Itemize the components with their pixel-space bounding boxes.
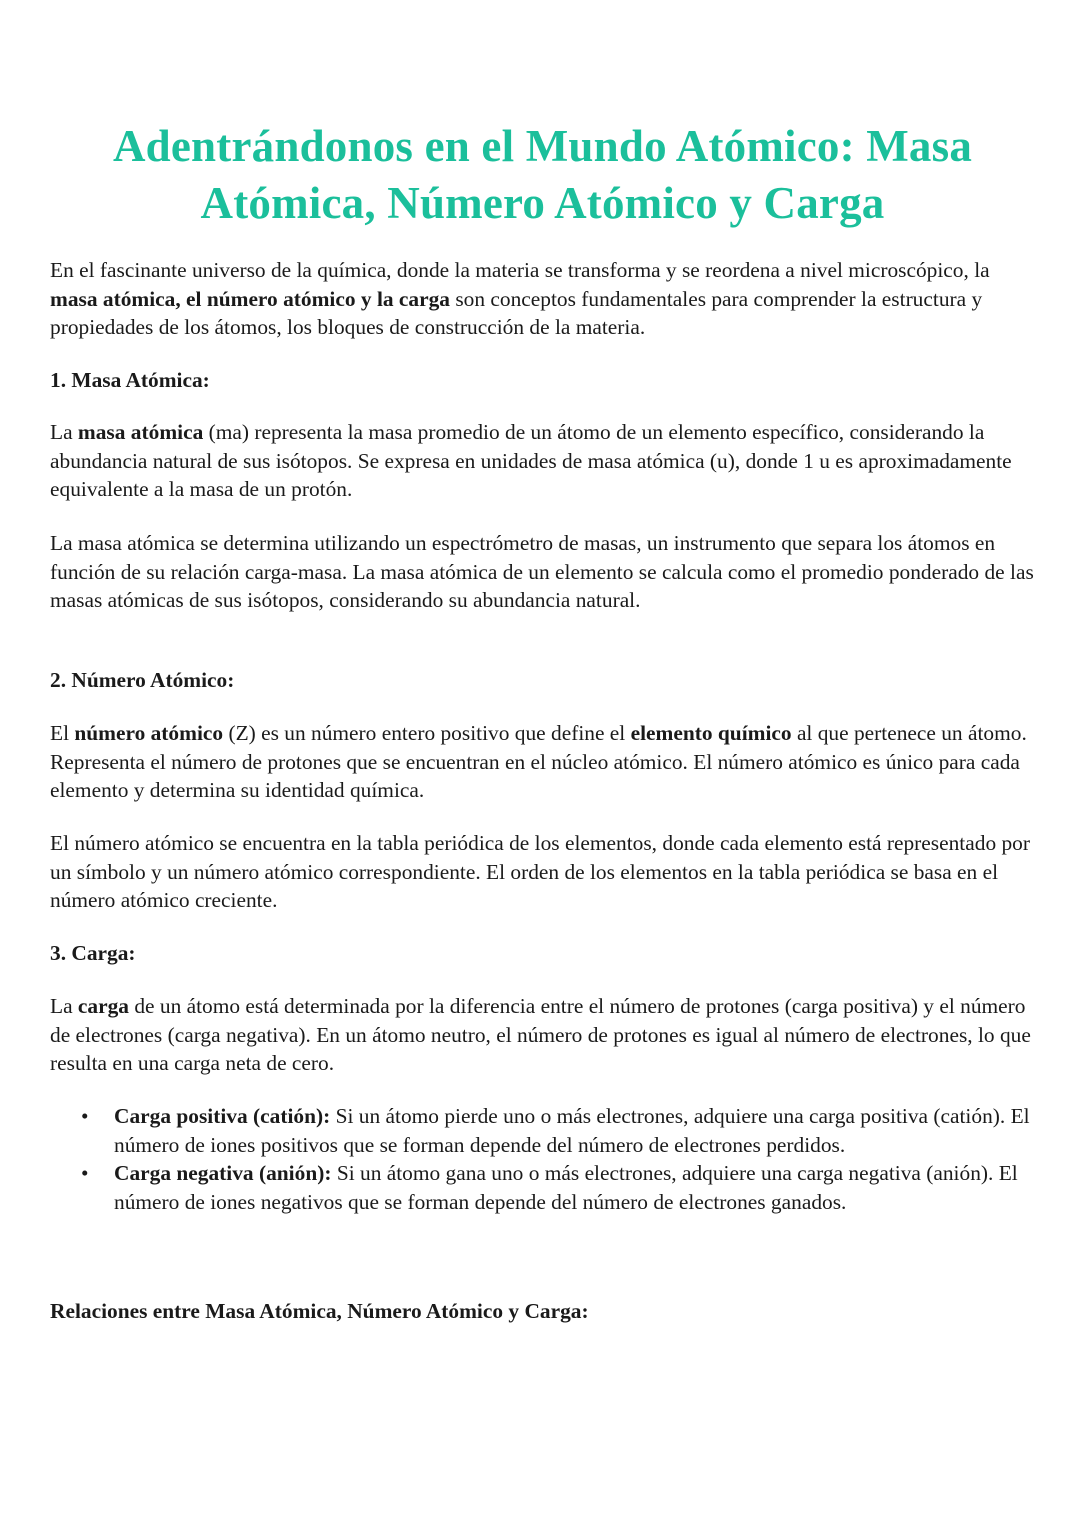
section-heading-relaciones: Relaciones entre Masa Atómica, Número Atómico y Carga: [50, 1299, 589, 1323]
bullet-icon: • [81, 1104, 89, 1128]
masa-atomica-paragraph-1: La masa atómica (ma) representa la masa promedio de un átomo de un elemento específico, considerando la abundancia natural de sus isótopos. Se expresa en unidades de masa atómica (u), donde 1 u es aproximadamente equivalente a la masa de un protón. [50, 420, 1012, 501]
intro-paragraph: En el fascinante universo de la química, donde la materia se transforma y se reordena a nivel microscópico, la masa atómica, el número atómico y la carga son conceptos fundamentales para comprender la estructura y propiedades de los átomos, los bloques de construcción de la materia. [50, 258, 990, 339]
bullet-icon: • [81, 1161, 89, 1185]
carga-paragraph: La carga de un átomo está determinada por la diferencia entre el número de protones (carga positiva) y el número de electrones (carga negativa). En un átomo neutro, el número de protones es igual al número de electrones, lo que resulta en una carga neta de cero. [50, 994, 1031, 1075]
page-title: Adentrándonos en el Mundo Atómico: Masa Atómica, Número Atómico y Carga [112, 121, 973, 228]
list-item: • Carga negativa (anión): Si un átomo gana uno o más electrones, adquiere una carga negativa (anión). El número de iones negativos que se forman depende del número de electrones ganados. [81, 1161, 1018, 1214]
numero-atomico-paragraph-2: El número atómico se encuentra en la tabla periódica de los elementos, donde cada elemento está representado por un símbolo y un número atómico correspondiente. El orden de los elementos en la tabla periódica se basa en el número atómico creciente. [50, 831, 1031, 912]
masa-atomica-paragraph-2: La masa atómica se determina utilizando un espectrómetro de masas, un instrumento que separa los átomos en función de su relación carga-masa. La masa atómica de un elemento se calcula como el promedio ponderado de las masas atómicas de sus isótopos, considerando su abundancia natural. [50, 531, 1034, 612]
numero-atomico-paragraph-1: El número atómico (Z) es un número entero positivo que define el elemento químico al que pertenece un átomo. Representa el número de protones que se encuentran en el núcleo atómico. El número atómico es único para cada elemento y determina su identidad química. [50, 721, 1027, 802]
section-heading-numero-atomico: 2. Número Atómico: [50, 668, 235, 692]
list-item: • Carga positiva (catión): Si un átomo pierde uno o más electrones, adquiere una carga positiva (catión). El número de iones positivos que se forman depende del número de electrones perdidos. [81, 1104, 1030, 1157]
section-heading-masa-atomica: 1. Masa Atómica: [50, 368, 210, 392]
carga-bullet-list [50, 1102, 1035, 1216]
section-heading-carga: 3. Carga: [50, 941, 136, 965]
